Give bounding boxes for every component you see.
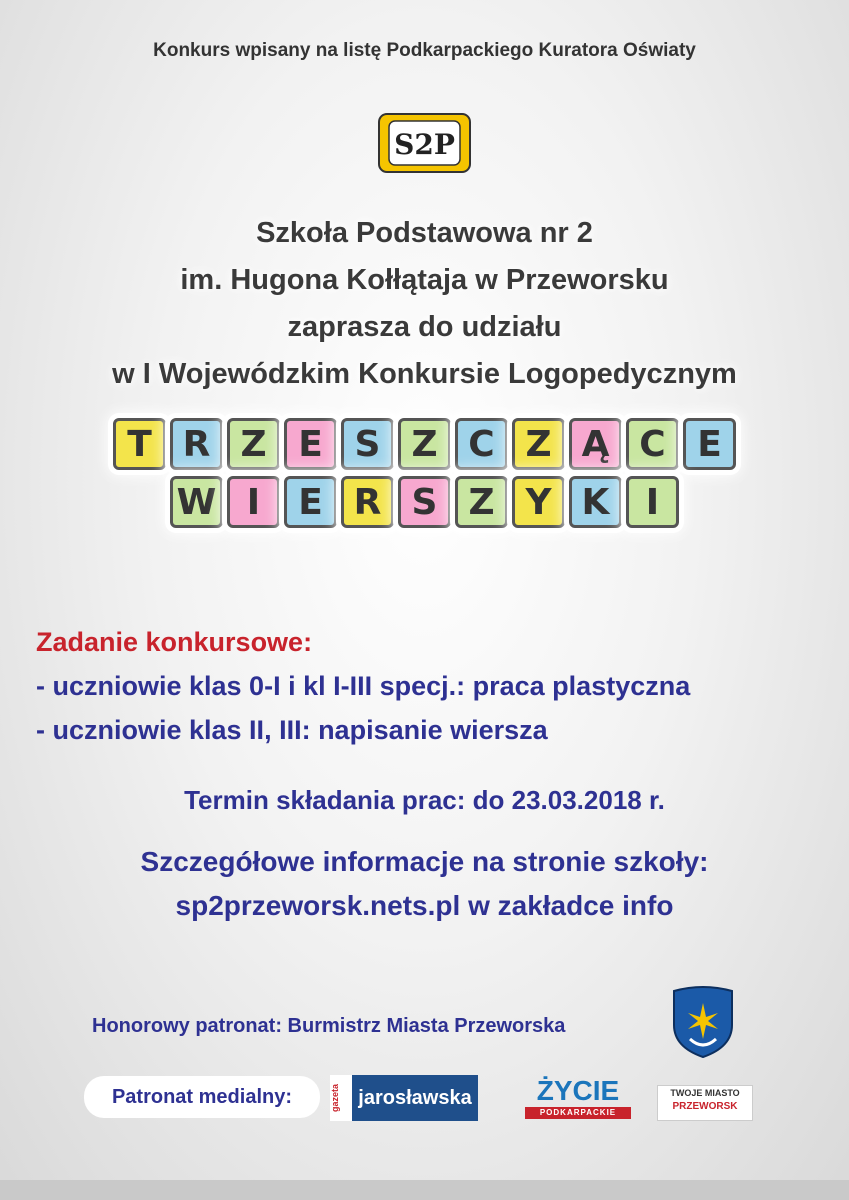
school-heading: [0, 210, 849, 398]
zycie-podkarpackie-logo: [525, 1075, 631, 1125]
school-line-1: Szkoła Podstawowa nr 2: [256, 217, 593, 249]
info-line-2[interactable]: sp2przeworsk.nets.pl w zakładce info: [175, 890, 674, 921]
task-title: Zadanie konkursowe:: [36, 627, 313, 657]
letter-block: S: [398, 476, 451, 528]
info-line-1: Szczegółowe informacje na stronie szkoły:: [140, 846, 709, 877]
gazeta-side-text: gazeta: [330, 1075, 352, 1121]
school-logo: [377, 112, 472, 174]
logo-text: S2P: [394, 128, 455, 161]
task-section: [36, 620, 690, 752]
letter-block: Z: [398, 418, 451, 470]
zycie-small: PODKARPACKIE: [525, 1107, 631, 1119]
honorary-patronage: Honorowy patronat: Burmistrz Miasta Przeworska: [92, 1015, 566, 1037]
zycie-big: ŻYCIE: [536, 1075, 620, 1106]
letter-block: Ą: [569, 418, 622, 470]
top-note: Konkurs wpisany na listę Podkarpackiego Kuratora Oświaty: [153, 40, 696, 61]
gazeta-jaroslawska-logo: [330, 1075, 478, 1121]
title-row-1: [0, 418, 849, 470]
letter-block: R: [341, 476, 394, 528]
letter-block: K: [569, 476, 622, 528]
twoje-line-2: PRZEWORSK: [672, 1101, 738, 1112]
letter-block: T: [113, 418, 166, 470]
letter-block: I: [227, 476, 280, 528]
letter-block: E: [284, 476, 337, 528]
letter-block: E: [284, 418, 337, 470]
letter-block: E: [683, 418, 736, 470]
task-line-2: - uczniowie klas II, III: napisanie wiersza: [36, 715, 548, 745]
letter-block: Z: [512, 418, 565, 470]
school-line-2: im. Hugona Kołłątaja w Przeworsku: [180, 264, 669, 296]
twoje-line-1: TWOJE MIASTO: [670, 1088, 740, 1098]
letter-block: W: [170, 476, 223, 528]
letter-block: C: [626, 418, 679, 470]
task-line-1: - uczniowie klas 0-I i kl I-III specj.: praca plastyczna: [36, 671, 691, 701]
school-line-3: zaprasza do udziału: [287, 311, 562, 343]
letter-block: C: [455, 418, 508, 470]
twoje-miasto-logo: [657, 1085, 753, 1121]
deadline: Termin składania prac: do 23.03.2018 r.: [184, 785, 665, 815]
contest-title-blocks: [0, 418, 849, 534]
letter-block: I: [626, 476, 679, 528]
city-crest-icon: [668, 985, 738, 1060]
letter-block: R: [170, 418, 223, 470]
title-row-2: [0, 476, 849, 528]
letter-block: Y: [512, 476, 565, 528]
info-section: [0, 840, 849, 928]
school-line-4: w I Wojewódzkim Konkursie Logopedycznym: [112, 358, 737, 390]
gazeta-name: jarosławska: [358, 1086, 472, 1109]
letter-block: Z: [227, 418, 280, 470]
letter-block: Z: [455, 476, 508, 528]
footer-band: [0, 1180, 849, 1200]
media-patronage-label: Patronat medialny:: [84, 1076, 320, 1118]
letter-block: S: [341, 418, 394, 470]
